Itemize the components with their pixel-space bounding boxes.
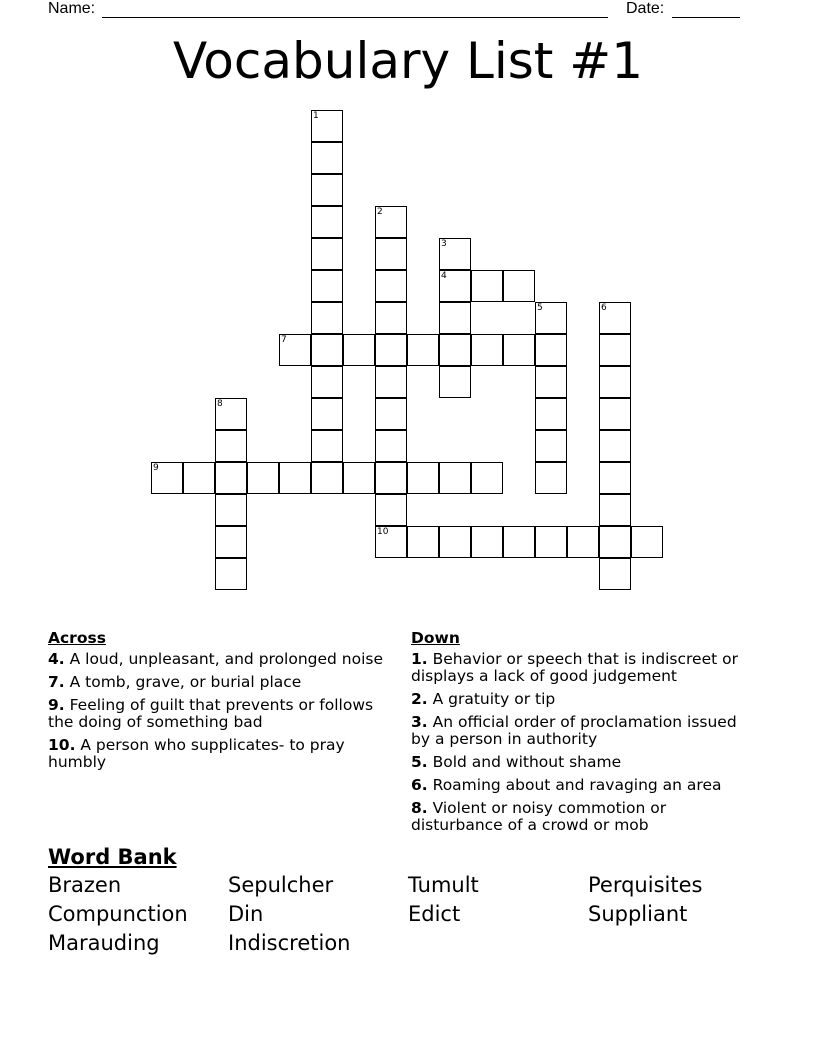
word-bank-item: Marauding bbox=[48, 931, 160, 955]
crossword-cell[interactable] bbox=[471, 270, 503, 302]
clue-number: 1. bbox=[411, 650, 428, 668]
crossword-cell[interactable] bbox=[311, 174, 343, 206]
clue-number: 3. bbox=[411, 713, 428, 731]
word-bank-item: Compunction bbox=[48, 902, 188, 926]
crossword-cell[interactable] bbox=[375, 238, 407, 270]
crossword-cell[interactable] bbox=[311, 238, 343, 270]
crossword-cell[interactable] bbox=[599, 430, 631, 462]
crossword-cell[interactable] bbox=[311, 430, 343, 462]
clue-number: 10 bbox=[377, 527, 389, 537]
clue-number: 5 bbox=[537, 303, 543, 313]
page-title: Vocabulary List #1 bbox=[172, 32, 644, 90]
crossword-cell[interactable] bbox=[535, 462, 567, 494]
clue-number: 5. bbox=[411, 753, 428, 771]
across-clues bbox=[48, 630, 393, 777]
crossword-cell[interactable] bbox=[375, 494, 407, 526]
crossword-cell[interactable] bbox=[311, 462, 343, 494]
crossword-cell[interactable] bbox=[471, 334, 503, 366]
clue-number: 4. bbox=[48, 650, 65, 668]
across-clue bbox=[48, 674, 393, 691]
crossword-cell[interactable] bbox=[215, 494, 247, 526]
crossword-cell[interactable] bbox=[151, 462, 183, 494]
down-heading: Down bbox=[411, 629, 460, 647]
clue-number: 8 bbox=[217, 399, 223, 409]
clue-text: An official order of proclamation issued by a person in authority bbox=[411, 713, 737, 748]
clue-text: A tomb, grave, or burial place bbox=[64, 673, 302, 691]
word-bank-item: Perquisites bbox=[588, 873, 703, 897]
crossword-cell[interactable] bbox=[375, 430, 407, 462]
across-clue-list bbox=[48, 651, 393, 771]
crossword-cell[interactable] bbox=[407, 462, 439, 494]
crossword-cell[interactable] bbox=[439, 526, 471, 558]
crossword-cell[interactable] bbox=[599, 558, 631, 590]
clue-number: 10. bbox=[48, 736, 76, 754]
crossword-cell[interactable] bbox=[279, 462, 311, 494]
down-clue-list bbox=[411, 651, 756, 834]
crossword-cell[interactable] bbox=[439, 302, 471, 334]
clue-text: Roaming about and ravaging an area bbox=[427, 776, 722, 794]
word-bank-item: Din bbox=[228, 902, 264, 926]
crossword-cell[interactable] bbox=[311, 270, 343, 302]
crossword-cell[interactable] bbox=[311, 206, 343, 238]
down-clue bbox=[411, 691, 756, 708]
crossword-cell[interactable] bbox=[439, 366, 471, 398]
clue-number: 4 bbox=[441, 271, 447, 281]
crossword-cell[interactable] bbox=[215, 526, 247, 558]
crossword-cell[interactable] bbox=[599, 494, 631, 526]
crossword-cell[interactable] bbox=[343, 462, 375, 494]
crossword-cell[interactable] bbox=[375, 270, 407, 302]
word-bank-item: Sepulcher bbox=[228, 873, 334, 897]
clue-text: Feeling of guilt that prevents or follows the doing of something bad bbox=[48, 696, 374, 731]
crossword-cell[interactable] bbox=[535, 366, 567, 398]
crossword-cell[interactable] bbox=[503, 270, 535, 302]
crossword-cell[interactable] bbox=[183, 462, 215, 494]
clue-number: 8. bbox=[411, 799, 428, 817]
crossword-cell[interactable] bbox=[567, 526, 599, 558]
clue-number: 7. bbox=[48, 673, 65, 691]
name-label: Name: bbox=[48, 0, 96, 17]
across-heading: Across bbox=[48, 629, 106, 647]
clue-number: 6. bbox=[411, 776, 428, 794]
crossword-cell[interactable] bbox=[279, 334, 311, 366]
clue-number: 9. bbox=[48, 696, 65, 714]
crossword-cell[interactable] bbox=[311, 334, 343, 366]
clue-text: A gratuity or tip bbox=[427, 690, 556, 708]
crossword-cell[interactable] bbox=[503, 526, 535, 558]
crossword-cell[interactable] bbox=[471, 526, 503, 558]
word-bank-item: Edict bbox=[408, 902, 461, 926]
word-bank-item: Brazen bbox=[48, 873, 122, 897]
crossword-cell[interactable] bbox=[535, 334, 567, 366]
crossword-cell[interactable] bbox=[215, 430, 247, 462]
down-clue bbox=[411, 800, 756, 834]
across-clue bbox=[48, 737, 393, 771]
crossword-cell[interactable] bbox=[247, 462, 279, 494]
crossword-cell[interactable] bbox=[375, 302, 407, 334]
crossword-cell[interactable] bbox=[215, 558, 247, 590]
clue-text: A loud, unpleasant, and prolonged noise bbox=[64, 650, 384, 668]
clue-text: Behavior or speech that is indiscreet or displays a lack of good judgement bbox=[411, 650, 738, 685]
down-clue bbox=[411, 777, 756, 794]
crossword-cell[interactable] bbox=[439, 270, 471, 302]
clue-number: 2. bbox=[411, 690, 428, 708]
crossword-cell[interactable] bbox=[407, 334, 439, 366]
clue-number: 6 bbox=[601, 303, 607, 313]
crossword-cell[interactable] bbox=[599, 334, 631, 366]
crossword-cell[interactable] bbox=[439, 334, 471, 366]
crossword-cell[interactable] bbox=[535, 398, 567, 430]
crossword-cell[interactable] bbox=[535, 526, 567, 558]
across-clue bbox=[48, 651, 393, 668]
down-clue bbox=[411, 714, 756, 748]
crossword-cell[interactable] bbox=[535, 302, 567, 334]
word-bank bbox=[48, 845, 768, 955]
clue-number: 1 bbox=[313, 111, 319, 121]
crossword-cell[interactable] bbox=[599, 526, 631, 558]
word-bank-heading: Word Bank bbox=[48, 845, 177, 869]
crossword-cell[interactable] bbox=[631, 526, 663, 558]
clue-number: 3 bbox=[441, 239, 447, 249]
crossword-cell[interactable] bbox=[375, 398, 407, 430]
crossword-cell[interactable] bbox=[599, 366, 631, 398]
crossword-cell[interactable] bbox=[311, 110, 343, 142]
crossword-cell[interactable] bbox=[599, 398, 631, 430]
crossword-cell[interactable] bbox=[343, 334, 375, 366]
down-clue bbox=[411, 651, 756, 685]
crossword-cell[interactable] bbox=[311, 302, 343, 334]
crossword-cell[interactable] bbox=[599, 302, 631, 334]
crossword-cell[interactable] bbox=[215, 398, 247, 430]
clue-text: Bold and without shame bbox=[427, 753, 622, 771]
clue-text: Violent or noisy commotion or disturbance of a crowd or mob bbox=[411, 799, 667, 834]
crossword-cell[interactable] bbox=[375, 366, 407, 398]
crossword-cell[interactable] bbox=[375, 334, 407, 366]
down-clue bbox=[411, 754, 756, 771]
clue-text: A person who supplicates- to pray humbly bbox=[48, 736, 345, 771]
crossword-cell[interactable] bbox=[311, 398, 343, 430]
crossword-cell[interactable] bbox=[471, 462, 503, 494]
crossword-cell[interactable] bbox=[375, 526, 407, 558]
date-label: Date: bbox=[626, 0, 665, 17]
word-bank-item: Indiscretion bbox=[228, 931, 351, 955]
clue-number: 2 bbox=[377, 207, 383, 217]
crossword-cell[interactable] bbox=[215, 462, 247, 494]
crossword-cell[interactable] bbox=[599, 462, 631, 494]
crossword-cell[interactable] bbox=[375, 462, 407, 494]
crossword-cell[interactable] bbox=[503, 334, 535, 366]
crossword-cell[interactable] bbox=[535, 430, 567, 462]
crossword-cell[interactable] bbox=[407, 526, 439, 558]
clue-number: 9 bbox=[153, 463, 159, 473]
across-clue bbox=[48, 697, 393, 731]
word-bank-list bbox=[48, 873, 768, 955]
clue-number: 7 bbox=[281, 335, 287, 345]
crossword-cell[interactable] bbox=[439, 462, 471, 494]
crossword-cell[interactable] bbox=[375, 206, 407, 238]
word-bank-item: Tumult bbox=[408, 873, 479, 897]
crossword-cell[interactable] bbox=[311, 142, 343, 174]
crossword-cell[interactable] bbox=[311, 366, 343, 398]
down-clues bbox=[411, 630, 756, 840]
crossword-cell[interactable] bbox=[439, 238, 471, 270]
word-bank-item: Suppliant bbox=[588, 902, 688, 926]
